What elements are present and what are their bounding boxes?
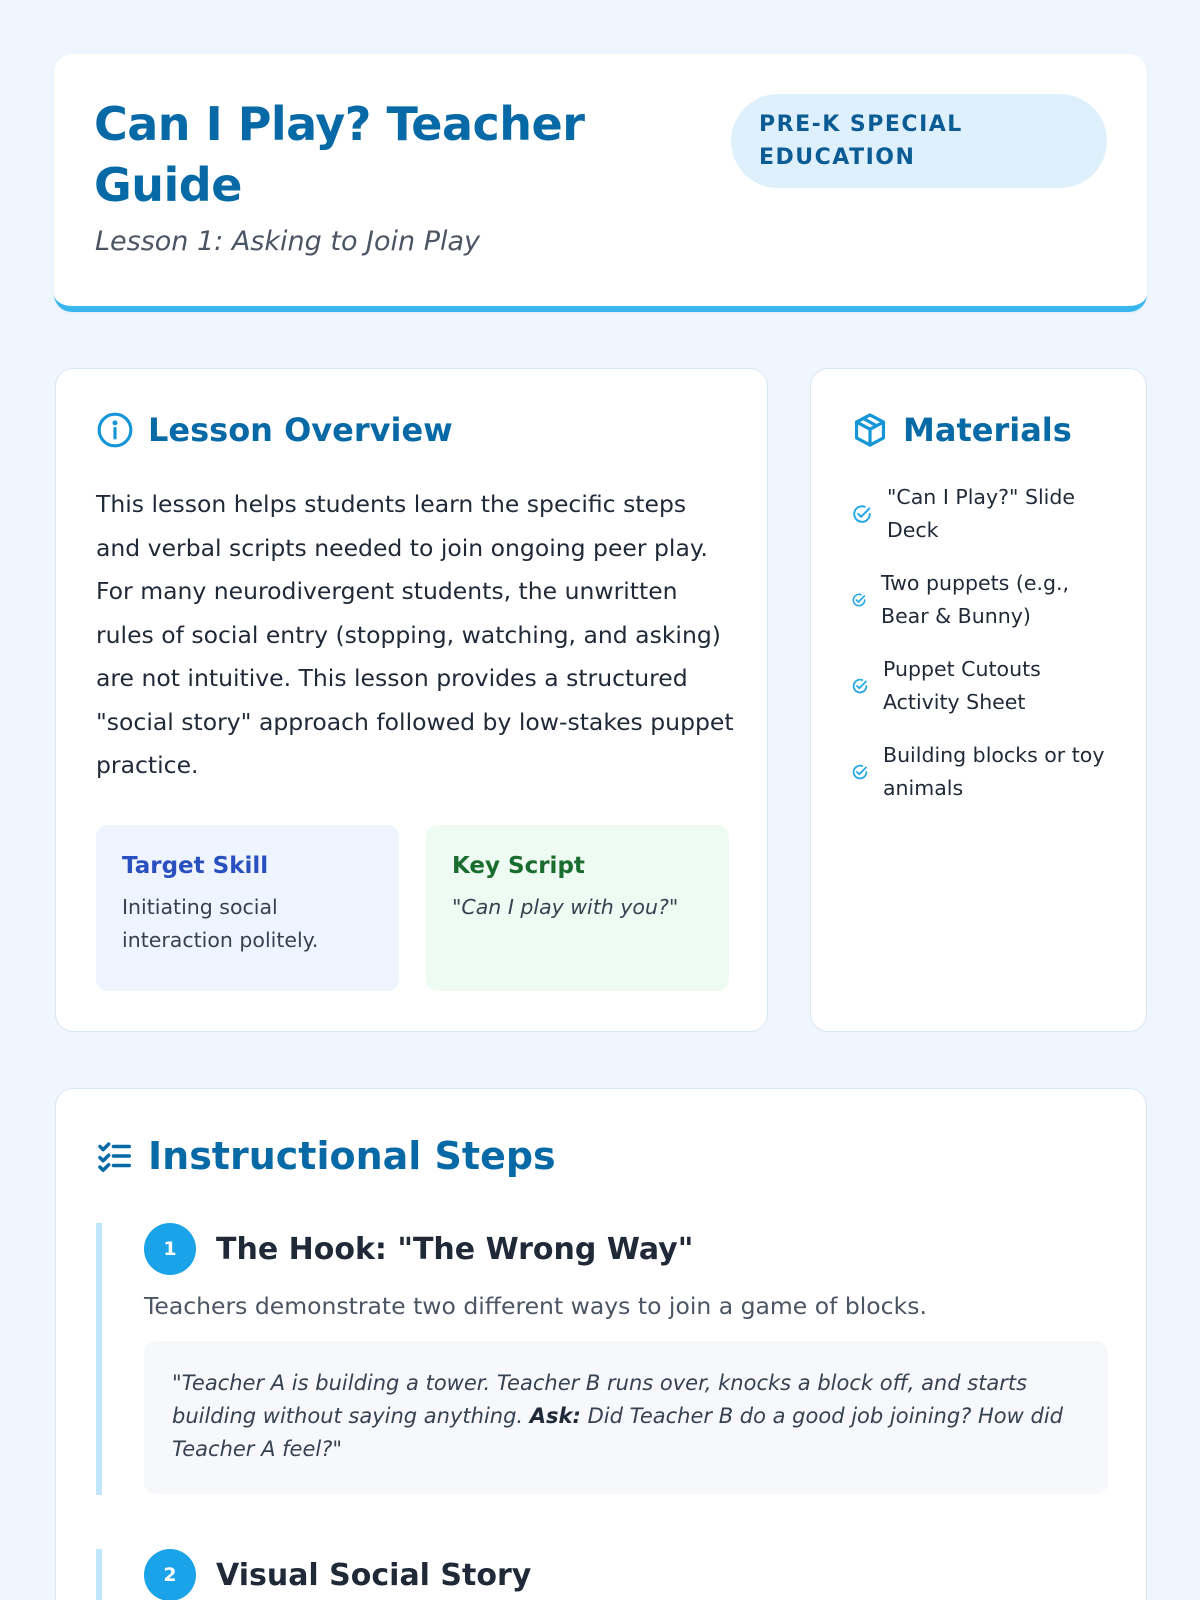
key-script-box [426, 825, 729, 991]
lesson-overview-card [55, 368, 768, 1032]
step-item [96, 1549, 1108, 1600]
info-circle-icon [96, 411, 134, 449]
step-number: 1 [144, 1223, 196, 1275]
key-script-title: Key Script [452, 853, 585, 879]
material-label: Building blocks or toy animals [883, 743, 1105, 800]
key-script-text: "Can I play with you?" [452, 895, 679, 919]
lesson-overview-title: Lesson Overview [148, 411, 453, 449]
step-header [144, 1223, 1108, 1275]
instructional-steps-card [55, 1088, 1147, 1600]
target-skill-box [96, 825, 399, 991]
material-label: "Can I Play?" Slide Deck [887, 485, 1075, 542]
list-item [851, 481, 1121, 547]
step-description: Teachers demonstrate two different ways to join a game of blocks. [144, 1292, 927, 1320]
lesson-overview-heading [96, 411, 453, 449]
materials-card [810, 368, 1147, 1032]
materials-heading [851, 411, 1072, 449]
quote-text-end: Did Teacher B do a good job joining? How did Teacher A feel?" [172, 1404, 1064, 1461]
overview-text: This lesson helps students learn the specific steps and verbal scripts needed to join ongoing peer play. For many neurodivergent students, the unwritten rules of social entry (stopping, watching, and asking) are not intuitive. This lesson provides a structured "social story" approach followed by low-stakes puppet practice. [96, 490, 734, 779]
list-item [851, 567, 1121, 633]
step-item [96, 1223, 1108, 1495]
quote-text-start: "Teacher A is building a tower. Teacher B runs over, knocks a block off, and starts building without saying anything. [172, 1371, 1028, 1428]
step-number: 2 [144, 1549, 196, 1600]
grade-badge: PRE-K SPECIAL EDUCATION [731, 94, 1107, 188]
list-item [851, 653, 1121, 719]
check-circle-icon [851, 677, 869, 695]
check-circle-icon [851, 763, 869, 781]
target-skill-text: Initiating social interaction politely. [122, 895, 319, 952]
material-label: Two puppets (e.g., Bear & Bunny) [881, 571, 1070, 628]
instructional-steps-title: Instructional Steps [148, 1134, 556, 1178]
step-title: Visual Social Story [216, 1557, 532, 1593]
materials-list [851, 481, 1121, 825]
check-circle-icon [851, 503, 873, 525]
list-item [851, 739, 1121, 805]
step-title: The Hook: "The Wrong Way" [216, 1231, 694, 1267]
materials-title: Materials [903, 411, 1072, 449]
page-title: Can I Play? Teacher Guide [94, 97, 585, 212]
instructional-steps-heading [96, 1134, 556, 1178]
check-circle-icon [851, 592, 867, 608]
checklist-icon [96, 1137, 134, 1175]
step-example-quote [144, 1341, 1108, 1494]
box-icon [851, 411, 889, 449]
header-card [54, 54, 1147, 312]
material-label: Puppet Cutouts Activity Sheet [883, 657, 1041, 714]
target-skill-title: Target Skill [122, 853, 269, 879]
quote-ask-label: Ask: [529, 1404, 581, 1428]
step-header [144, 1549, 1108, 1600]
page-subtitle: Lesson 1: Asking to Join Play [95, 226, 481, 257]
